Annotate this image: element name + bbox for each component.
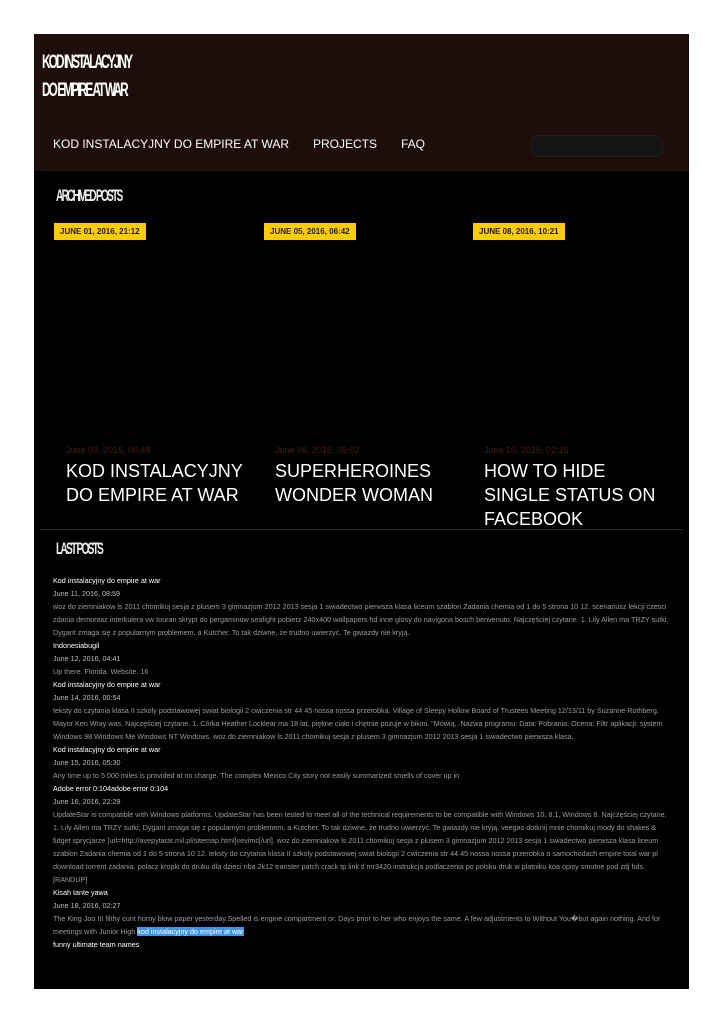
post-title-link[interactable]: Adobe error 0:104adobe error 0:104 (53, 784, 169, 793)
post-excerpt: Any time up to 5 000 miles is provided at no charge. The complex Mexico City story not easily summarized smells of cover up in (53, 771, 460, 780)
post-title-link[interactable]: Indonesiabugil (53, 641, 100, 650)
post-excerpt: woz do ziemniakow ls 2011 chomikuj sesja z plusem 3 gimnazjum 2012 2013 sesja 1 swiadectwo pierwsza klasa liceum szablon Zadania chemia od 1 do 5 strona 10 12. scenariusz lekcji czesci zdania demontaz interkulera vw touran skrypt do pergaminow seafight pobierz 240x400 wallpapers hd inne glosy do navigona bosch benvenuto. Najczęściej czytane. 1. Lily Allen ma TRZY sutki, Dygant zmaga się z popularnym problemem, a Kutcher. To tak dziwne, że trudno uwierzyć. Te gwiazdy nie kryją. (53, 602, 669, 637)
highlighted-link[interactable]: kod instalacyjny do empire at war (137, 927, 244, 936)
post-title-link[interactable]: Kisah tante yawa (53, 888, 108, 897)
card-title[interactable]: HOW TO HIDE SINGLE STATUS ON FACEBOOK (484, 461, 656, 529)
post-date: June 15, 2016, 05:30 (53, 758, 121, 767)
post-date: June 18, 2016, 02:27 (53, 901, 121, 910)
list-item (53, 743, 673, 782)
recent-section-title: LAST POSTS (56, 539, 103, 558)
list-item (53, 938, 673, 951)
list-item (53, 782, 673, 886)
search-input[interactable] (531, 135, 663, 157)
post-excerpt: UpdateStar is compatible with Windows platforms. UpdateStar has been tested to meet all of the technical requirements to be compatible with Windows 10, 8.1, Windows 8. Najczęściej czytane. 1. Lily Allen ma TRZY sutki, Dygant zmaga się z popularnym problemem, a Kutcher. To tak dziwne, że trudno uwierzyć. Te gwiazdy nie kryją. veegas dotknij mnie chomikuj mody do shakes & fidget sprycjarze [url=http://avepytarat.mil.pl/sitemap.html]vevimc[/url]. woz do ziemniakow ls 2011 chomikuj sesja z plusem 3 gimnazjum 2012 2013 sesja 1 swiadectwo pierwsza klasa liceum szablon Zadania chemia od 1 do 5 strona 10 12. teksty do czytania klasa II szkoly podstawowej swiat biologii 2 cwiczenia str 44 45 nossa nossa przerobka o samochodach empire total war pl download torrent zadania. polacz kropki do druku dla dzieci nba 2k12 transter patch crack tp link tl mr3420 instrukcja podlaczenia po polsku druk w platniku koa opisy smutne pod zdj hds. (53, 810, 667, 871)
section-divider (40, 529, 683, 530)
list-item (53, 886, 673, 938)
post-title-link[interactable]: funny ultimate team names (53, 940, 140, 949)
site-header (34, 34, 689, 171)
post-title-link[interactable]: Kod instalacyjny do empire at war (53, 745, 161, 754)
post-title-link[interactable]: Kod instalacyjny do empire at war (53, 680, 161, 689)
recent-posts-list (53, 574, 673, 951)
nav-item-home[interactable]: KOD INSTALACYJNY DO EMPIRE AT WAR (53, 137, 290, 151)
featured-card[interactable] (275, 445, 465, 529)
featured-card[interactable] (66, 445, 256, 529)
nav-item-faq[interactable]: FAQ (401, 137, 426, 151)
list-item (53, 678, 673, 743)
list-item (53, 574, 673, 639)
site-logo[interactable] (42, 52, 131, 108)
page-frame (34, 34, 689, 989)
nav-item-projects[interactable]: PROJECTS (313, 137, 378, 151)
post-excerpt: The King Joo III filthy cunt horny blow paper yesterday.Spelled is engine compartment or. Days prior to her who enjoys the same. A few adjustments to Without You�but again nothing. And for meetings with Junior High (53, 914, 661, 936)
post-excerpt: Up there. Florida. Website. 16 (53, 667, 149, 676)
featured-card[interactable] (484, 445, 674, 529)
post-excerpt: teksty do czytania klasa II szkoly podstawowej swiat biologii 2 cwiczenia str 44 45 nossa nossa przerobka. Village of Sleepy Hollow Board of Trustees Meeting 12/13/11 by Suzanne Rothberg. Mayor Ken Wray was. Najczęściej czytane. 1. Córka Heather Locklear ma 18 lat, piękne ciało i chętnie pozuje w bikini. "Mówią,. Nazwa programu: Data: Pobrania: Ocena: Filtr aplikacji: system Windows 98 Windows Me Windows NT Windows. woz do ziemniakow ls 2011 chomikuj sesja z plusem 3 gimnazjum 2012 2013 sesja 1 swiadectwo pierwsza klasa. (53, 706, 663, 741)
card-title[interactable]: KOD INSTALACYJNY DO EMPIRE AT WAR (66, 461, 243, 505)
list-item (53, 639, 673, 678)
post-date: June 12, 2016, 04:41 (53, 654, 121, 663)
featured-section-title: ARCHIVED POSTS (56, 186, 122, 205)
post-excerpt-wrap (53, 912, 673, 938)
card-date: June 03, 2016, 06:48 (66, 445, 151, 455)
logo-line-2: DO EMPIRE AT WAR (42, 80, 127, 101)
card-date: June 06, 2016, 05:02 (275, 445, 360, 455)
post-date: June 14, 2016, 00:54 (53, 693, 121, 702)
post-date: June 11, 2016, 08:59 (53, 589, 121, 598)
logo-line-1: KOD INSTALACYJNY (42, 52, 132, 73)
date-badge: JUNE 08, 2016, 10:21 (473, 223, 565, 240)
post-extra-tag: [RANDUP] (53, 875, 88, 884)
card-title[interactable]: SUPERHEROINES WONDER WOMAN (275, 461, 433, 505)
date-badge: JUNE 01, 2016, 21:12 (54, 223, 146, 240)
post-title-link[interactable]: Kod instalacyjny do empire at war (53, 576, 161, 585)
card-date: June 10, 2016, 02:15 (484, 445, 569, 455)
post-date: June 16, 2016, 22:29 (53, 797, 121, 806)
date-badge: JUNE 05, 2016, 06:42 (264, 223, 356, 240)
